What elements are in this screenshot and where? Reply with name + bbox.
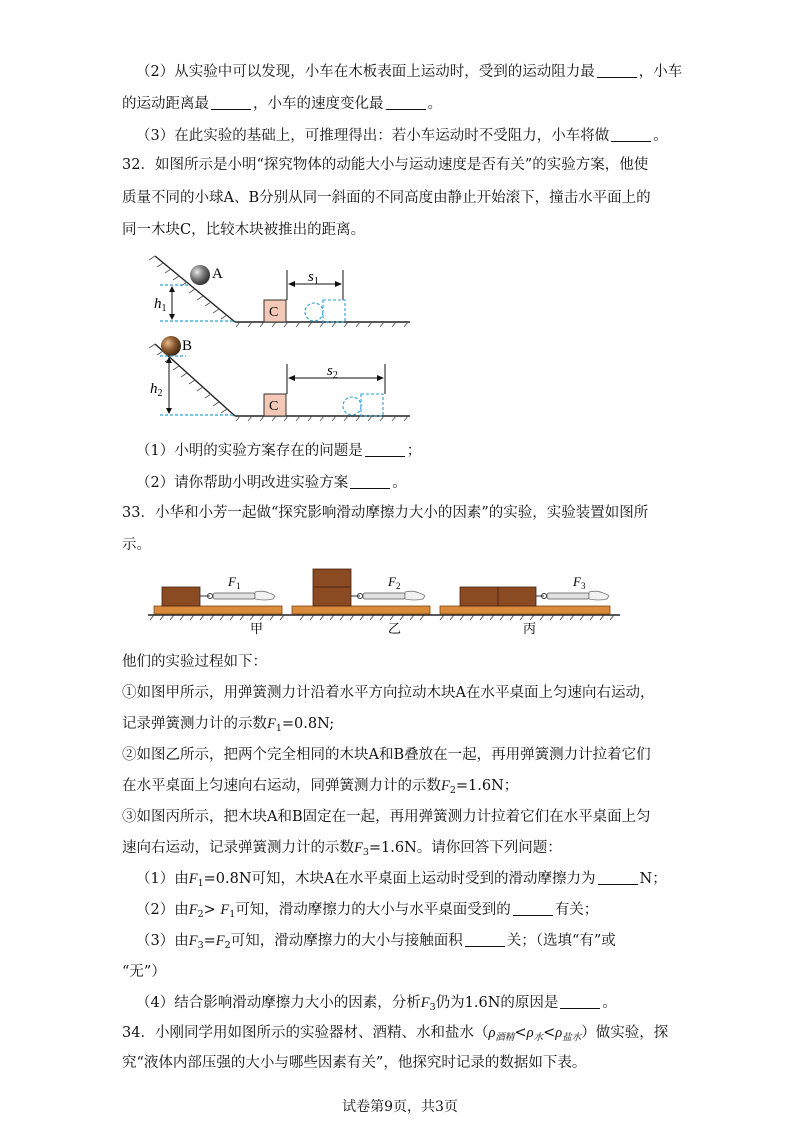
q33-question1: （1）由$F_1=0.8N$可知，木块A在水平桌面上运动时受到的滑动摩擦力为 N； [136, 871, 667, 889]
q33-step1-line1: ①如图甲所示，用弹簧测力计沿着水平方向拉动木块A在水平桌面上匀速向右运动， [122, 685, 655, 701]
h2-label: $h_2$ [150, 381, 163, 399]
q33-stem-line2: 示。 [122, 537, 151, 553]
s2-label: $s_2$ [327, 363, 338, 381]
answer-blank[interactable] [597, 63, 637, 78]
block-c-label: C [269, 305, 279, 320]
q31-part2-line1: （2）从实验中可以发现，小车在木板表面上运动时，受到的运动阻力最 ，小车 [136, 64, 683, 80]
q34-stem-line1: 34．小刚同学用如图所示的实验器材、酒精、水和盐水$(\rho_{酒精}<\rho_水<\rho_{盐水})$做实验，探 [122, 1025, 669, 1043]
answer-blank[interactable] [560, 994, 600, 1009]
q33-process-intro: 他们的实验过程如下： [122, 654, 267, 670]
q33-question2: （2）由$F_2> F_1$可知，滑动摩擦力的大小与水平桌面受到的 有关； [136, 902, 599, 920]
q32-stem-line2: 质量不同的小球A、B分别从同一斜面的不同高度由静止开始滚下，撞击水平面上的 [122, 190, 651, 206]
s1-label: $s_1$ [308, 269, 319, 287]
q32-part1: （1）小明的实验方案存在的问题是 ； [136, 443, 422, 459]
answer-blank[interactable] [211, 95, 251, 110]
h1-label: $h_1$ [154, 296, 167, 314]
ball-a [190, 265, 210, 285]
answer-blank[interactable] [365, 442, 405, 457]
q32-figure [140, 248, 420, 426]
answer-blank[interactable] [386, 95, 426, 110]
page-footer: 试卷第9页，共3页 [342, 1099, 458, 1115]
answer-blank[interactable] [465, 932, 505, 947]
hand-icon [255, 591, 275, 600]
q33-question4: （4）结合影响滑动摩擦力大小的因素，分析$F_3$仍为1.6N的原因是 。 [136, 995, 617, 1013]
hand-icon [589, 591, 609, 600]
q32-part2: （2）请你帮助小明改进实验方案 。 [136, 475, 407, 491]
q33-step2-line1: ②如图乙所示，把两个完全相同的木块A和B叠放在一起，再用弹簧测力计拉着它们 [122, 747, 651, 763]
q33-question3-line2: “无”） [122, 964, 166, 980]
setup-bing [440, 574, 610, 636]
q32-stem-line3: 同一木块C，比较木块被推出的距离。 [122, 222, 366, 238]
setup-yi [292, 569, 430, 636]
hand-icon [405, 591, 425, 600]
incline-a-diagram [149, 256, 410, 327]
incline-b-diagram [149, 336, 410, 421]
q33-question3-line1: （3）由$F_3=F_2$可知，滑动摩擦力的大小与接触面积 关；（选填“有”或 [136, 933, 616, 951]
label-jia: 甲 [250, 621, 264, 636]
answer-blank[interactable] [598, 870, 638, 885]
q33-step1-line2: 记录弹簧测力计的示数$F_1=0.8N$; [122, 716, 335, 734]
setup-jia [154, 574, 282, 636]
ball-b-label: B [182, 338, 193, 354]
answer-blank[interactable] [611, 127, 651, 142]
f1-label: $F_1$ [228, 574, 241, 591]
q33-step2-line2: 在水平桌面上匀速向右运动，同弹簧测力计的示数$F_2=1.6N$； [122, 778, 519, 796]
label-yi: 乙 [388, 621, 402, 636]
ball-a-label: A [212, 266, 223, 282]
q31-part2-line2: 的运动距离最 ，小车的速度变化最 。 [122, 96, 442, 112]
label-bing: 丙 [523, 621, 537, 636]
q33-step3-line2: 速向右运动，记录弹簧测力计的示数$F_3=1.6N$。请你回答下列问题： [122, 840, 562, 858]
f3-label: $F_3$ [573, 574, 586, 591]
ball-b [161, 336, 181, 356]
q33-stem-line1: 33．小华和小芳一起做“探究影响滑动摩擦力大小的因素”的实验，实验装置如图所 [122, 505, 649, 521]
q33-figure [148, 565, 620, 640]
block-c-label: C [269, 399, 279, 414]
f2-label: $F_2$ [388, 574, 401, 591]
q31-part3: （3）在此实验的基础上，可推理得出：若小车运动时不受阻力，小车将做 。 [136, 128, 668, 144]
answer-blank[interactable] [350, 474, 390, 489]
q33-step3-line1: ③如图丙所示，把木块A和B固定在一起，再用弹簧测力计拉着它们在水平桌面上匀 [122, 809, 651, 825]
q34-stem-line2: 究“液体内部压强的大小与哪些因素有关”，他探究时记录的数据如下表。 [122, 1055, 587, 1071]
answer-blank[interactable] [513, 901, 553, 916]
q32-stem-line1: 32．如图所示是小明“探究物体的动能大小与运动速度是否有关”的实验方案，他使 [122, 157, 649, 173]
